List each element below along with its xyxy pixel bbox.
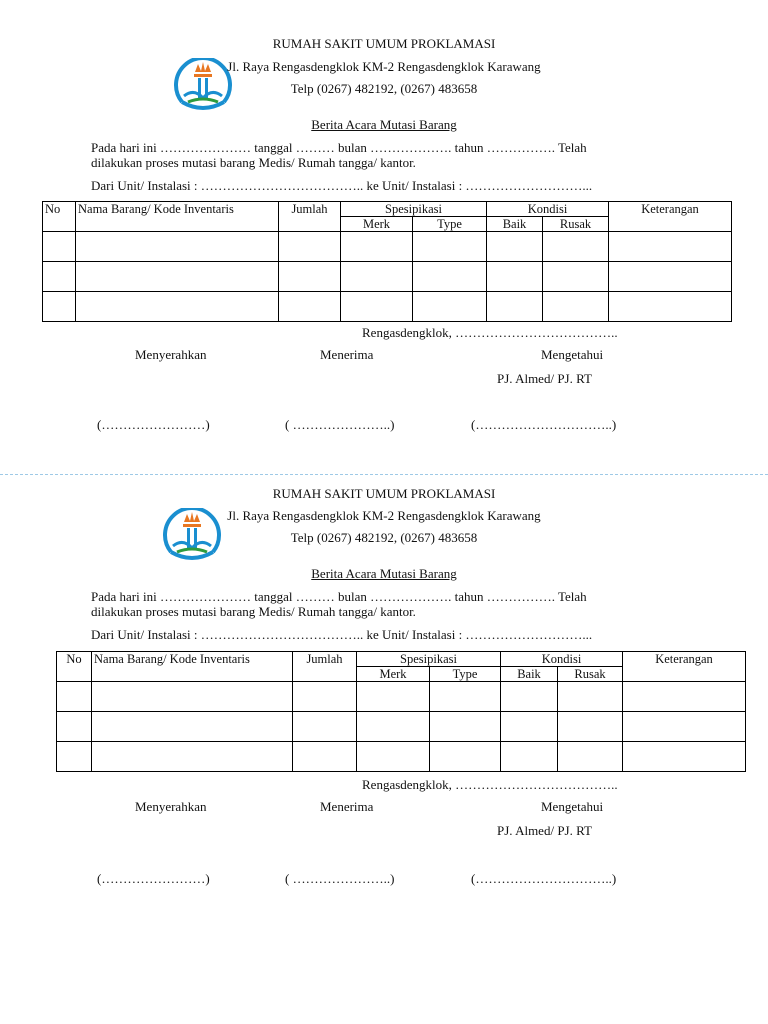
- header-type: Type: [413, 217, 487, 232]
- unit-line: Dari Unit/ Instalasi : ……………………………….. ke Unit/ Instalasi : ………………………...: [91, 627, 593, 642]
- header-jumlah: Jumlah: [279, 202, 341, 232]
- table-cell: [57, 682, 92, 712]
- signature-blank-3: (…………………………..): [471, 871, 617, 886]
- table-cell: [341, 232, 413, 262]
- header-kondisi: Kondisi: [501, 652, 623, 667]
- header-type: Type: [430, 667, 501, 682]
- table-cell: [92, 682, 293, 712]
- table-cell: [413, 292, 487, 322]
- header-baik: Baik: [487, 217, 543, 232]
- table-cell: [543, 232, 609, 262]
- table-cell: [57, 742, 92, 772]
- table-cell: [293, 682, 357, 712]
- form-bottom: [0, 452, 768, 922]
- table-cell: [92, 712, 293, 742]
- hospital-address: Jl. Raya Rengasdengklok KM-2 Rengasdengklok Karawang: [227, 508, 541, 523]
- header-keterangan: Keterangan: [609, 202, 732, 232]
- intro-line-1: Pada hari ini ………………… tanggal ……… bulan ………………. tahun ……………. Telah: [91, 140, 587, 155]
- table-cell: [501, 682, 558, 712]
- label-pj: PJ. Almed/ PJ. RT: [497, 371, 592, 386]
- table-cell: [76, 232, 279, 262]
- items-table: [42, 201, 732, 322]
- hospital-phone: Telp (0267) 482192, (0267) 483658: [290, 81, 478, 96]
- hospital-name: RUMAH SAKIT UMUM PROKLAMASI: [272, 36, 496, 51]
- header-kondisi: Kondisi: [487, 202, 609, 217]
- signature-blank-1: (……………………): [97, 871, 210, 886]
- hospital-address: Jl. Raya Rengasdengklok KM-2 Rengasdengklok Karawang: [227, 59, 541, 74]
- table-cell: [92, 742, 293, 772]
- table-cell: [43, 262, 76, 292]
- table-cell: [341, 292, 413, 322]
- table-cell: [543, 292, 609, 322]
- document-title: Berita Acara Mutasi Barang: [311, 566, 457, 581]
- table-cell: [293, 712, 357, 742]
- table-row: [43, 292, 732, 322]
- hospital-name: RUMAH SAKIT UMUM PROKLAMASI: [272, 486, 496, 501]
- table-row: [43, 232, 732, 262]
- table-cell: [430, 742, 501, 772]
- table-row: [57, 742, 746, 772]
- table-cell: [609, 262, 732, 292]
- document-title: Berita Acara Mutasi Barang: [311, 117, 457, 132]
- table-row: [57, 712, 746, 742]
- intro-line-2: dilakukan proses mutasi barang Medis/ Rumah tangga/ kantor.: [91, 155, 416, 170]
- label-menyerahkan: Menyerahkan: [135, 347, 207, 362]
- label-mengetahui: Mengetahui: [541, 347, 604, 362]
- table-cell: [487, 232, 543, 262]
- form-top: [0, 0, 768, 470]
- table-cell: [543, 262, 609, 292]
- header-keterangan: Keterangan: [623, 652, 746, 682]
- header-merk: Merk: [341, 217, 413, 232]
- table-cell: [558, 742, 623, 772]
- table-cell: [341, 262, 413, 292]
- table-cell: [558, 682, 623, 712]
- items-table: [56, 651, 746, 772]
- table-cell: [357, 742, 430, 772]
- header-nama-barang: Nama Barang/ Kode Inventaris: [92, 652, 293, 682]
- table-cell: [43, 232, 76, 262]
- place-date: Rengasdengklok, ………………………………..: [362, 325, 618, 340]
- label-menerima: Menerima: [320, 347, 374, 362]
- header-no: No: [57, 652, 92, 682]
- table-cell: [357, 682, 430, 712]
- table-cell: [413, 262, 487, 292]
- header-nama-barang: Nama Barang/ Kode Inventaris: [76, 202, 279, 232]
- hospital-phone: Telp (0267) 482192, (0267) 483658: [290, 530, 478, 545]
- intro-line-1: Pada hari ini ………………… tanggal ……… bulan ………………. tahun ……………. Telah: [91, 589, 587, 604]
- table-cell: [279, 292, 341, 322]
- table-cell: [501, 712, 558, 742]
- unit-line: Dari Unit/ Instalasi : ……………………………….. ke Unit/ Instalasi : ………………………...: [91, 178, 593, 193]
- header-merk: Merk: [357, 667, 430, 682]
- table-cell: [501, 742, 558, 772]
- table-row: [57, 682, 746, 712]
- place-date: Rengasdengklok, ………………………………..: [362, 777, 618, 792]
- header-spesifikasi: Spesipikasi: [357, 652, 501, 667]
- table-cell: [623, 742, 746, 772]
- table-cell: [76, 292, 279, 322]
- signature-blank-2: ( …………………..): [285, 871, 395, 886]
- table-cell: [279, 262, 341, 292]
- label-menyerahkan: Menyerahkan: [135, 799, 207, 814]
- table-cell: [609, 232, 732, 262]
- signature-blank-2: ( …………………..): [285, 417, 395, 432]
- table-cell: [558, 712, 623, 742]
- table-cell: [43, 292, 76, 322]
- table-cell: [609, 292, 732, 322]
- intro-line-2: dilakukan proses mutasi barang Medis/ Rumah tangga/ kantor.: [91, 604, 416, 619]
- signature-blank-1: (……………………): [97, 417, 210, 432]
- table-cell: [487, 292, 543, 322]
- table-cell: [413, 232, 487, 262]
- label-menerima: Menerima: [320, 799, 374, 814]
- label-pj: PJ. Almed/ PJ. RT: [497, 823, 592, 838]
- header-baik: Baik: [501, 667, 558, 682]
- table-cell: [57, 712, 92, 742]
- label-mengetahui: Mengetahui: [541, 799, 604, 814]
- table-cell: [357, 712, 430, 742]
- table-cell: [293, 742, 357, 772]
- header-spesifikasi: Spesipikasi: [341, 202, 487, 217]
- signature-blank-3: (…………………………..): [471, 417, 617, 432]
- table-cell: [623, 712, 746, 742]
- table-cell: [623, 682, 746, 712]
- header-rusak: Rusak: [558, 667, 623, 682]
- header-rusak: Rusak: [543, 217, 609, 232]
- table-cell: [76, 262, 279, 292]
- table-row: [43, 262, 732, 292]
- header-no: No: [43, 202, 76, 232]
- table-cell: [487, 262, 543, 292]
- table-cell: [279, 232, 341, 262]
- header-jumlah: Jumlah: [293, 652, 357, 682]
- table-cell: [430, 682, 501, 712]
- table-cell: [430, 712, 501, 742]
